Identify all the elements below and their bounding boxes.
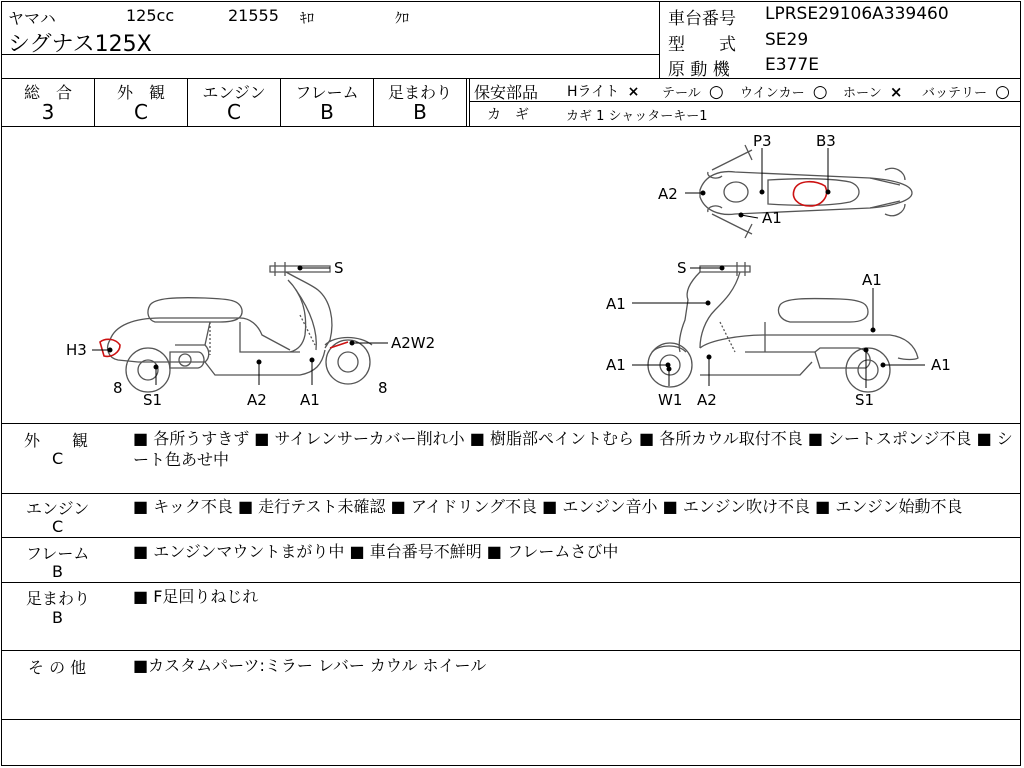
remark-text-suspension: ■ F足回りねじれ [133, 587, 259, 606]
model-type-label: 型 式 [668, 35, 736, 55]
remark-text-other: ■カスタムパーツ:ミラー レバー カウル ホイール [133, 656, 487, 675]
damage-marks [100, 182, 827, 357]
model-type: SE29 [765, 30, 809, 50]
grid-line [469, 78, 470, 126]
key-text: カギ 1 シャッターキー1 [566, 109, 708, 124]
safety-item-label: ウインカー [740, 86, 805, 101]
label-a2w2: A2W2 [391, 334, 436, 352]
label-s-left: S [334, 259, 344, 277]
grid-line [1, 719, 1021, 720]
label-a1-right-rear: A1 [931, 356, 951, 374]
key-label: カ ギ [487, 107, 529, 123]
grid-line [187, 78, 188, 126]
grade-label-engine: エンジン [202, 83, 266, 102]
remark-grade-engine: C [52, 517, 64, 536]
maker: ヤマハ [8, 9, 56, 28]
safety-item-headlight [567, 81, 639, 101]
grade-value-frame: B [320, 100, 334, 124]
damage-mark-front [330, 342, 348, 348]
grid-line [1, 537, 1021, 538]
remark-grade-exterior: C [52, 449, 64, 468]
grid-line [94, 78, 95, 126]
grade-value-exterior: C [134, 100, 148, 124]
safety-item-label: バッテリー [922, 86, 988, 101]
grade-value-overall: 3 [41, 100, 55, 124]
engine-label: 原 動 機 [668, 60, 730, 80]
mileage: 21555 [228, 6, 279, 25]
label-a1-right-top: A1 [862, 271, 882, 289]
safety-item-battery [922, 82, 1010, 102]
label-w1: W1 [658, 391, 683, 409]
safety-item-horn [843, 82, 902, 101]
remark-label-suspension: 足まわり [26, 589, 91, 608]
grade-label-overall: 総 合 [23, 83, 72, 102]
safety-item-mark: × [889, 83, 903, 101]
label-eight-right: 8 [378, 379, 388, 397]
label-eight-left: 8 [113, 379, 123, 397]
grid-line [373, 78, 374, 126]
frame-no-label: 車台番号 [668, 9, 736, 29]
label-h3: H3 [66, 341, 87, 359]
label-a2-left: A2 [247, 391, 267, 409]
scooter-left-view [108, 262, 372, 392]
header-divider [1, 54, 660, 55]
frame-no: LPRSE29106A339460 [765, 4, 949, 24]
label-a2-top: A2 [658, 185, 678, 203]
label-a1-right-low: A1 [606, 356, 626, 374]
remark-label-other: そ の 他 [28, 658, 87, 677]
label-p3: P3 [753, 132, 772, 150]
label-s1-right: S1 [855, 391, 875, 409]
safety-item-label: ホーン [843, 86, 882, 101]
safety-item-tail [662, 82, 724, 102]
grid-line [1, 582, 1021, 583]
grades-top-border [1, 78, 1021, 79]
label-b3: B3 [816, 132, 836, 150]
engine-model: E377E [765, 55, 819, 75]
grid-line [1, 423, 1021, 424]
remark-label-engine: エンジン [26, 499, 90, 518]
grade-label-frame: フレーム [295, 83, 359, 102]
damage-mark-seat-top [793, 182, 826, 206]
displacement: 125cc [126, 6, 175, 25]
grade-value-engine: C [227, 100, 241, 124]
remark-grade-suspension: B [52, 608, 63, 627]
remark-label-frame: フレーム [26, 544, 90, 563]
mileage-unit: ｷﾛ [300, 11, 314, 27]
remark-label-exterior: 外 観 [24, 431, 89, 450]
remark-text-engine: ■ キック不良 ■ 走行テスト未確認 ■ アイドリング不良 ■ エンジン音小 ■ エンジン吹け不良 ■ エンジン始動不良 [133, 497, 963, 516]
safety-item-mark: ○ [812, 82, 828, 102]
model-name: シグナス125X [8, 32, 152, 57]
header-vertical-divider [659, 1, 660, 79]
grade-label-suspension: 足まわり [387, 83, 452, 102]
grade-value-suspension: B [413, 100, 427, 124]
remark-grade-frame: B [52, 562, 63, 581]
grade-label-exterior: 外 観 [116, 83, 165, 102]
safety-item-winker [740, 82, 828, 102]
label-a1-left: A1 [300, 391, 320, 409]
safety-item-label: テール [662, 86, 701, 101]
grid-line [1, 650, 1021, 651]
safety-item-mark: × [627, 84, 640, 100]
remark-text-exterior: ■ 各所うすきず ■ サイレンサーカバー削れ小 ■ 樹脂部ペイントむら ■ 各所カウル取付不良 ■ シートスポンジ不良 ■ シート色あせ中 [133, 429, 1013, 469]
label-a1-right-mid: A1 [606, 295, 626, 313]
grid-line [466, 78, 467, 126]
safety-label: 保安部品 [474, 83, 539, 102]
label-s1-left: S1 [143, 391, 163, 409]
color: ｸﾛ [395, 11, 409, 27]
label-a1-top: A1 [762, 209, 782, 227]
safety-item-mark: ○ [708, 82, 724, 102]
safety-item-mark: ○ [995, 82, 1010, 102]
label-a2-right: A2 [697, 391, 717, 409]
remark-text-frame: ■ エンジンマウントまがり中 ■ 車台番号不鮮明 ■ フレームさび中 [133, 542, 619, 561]
damage-diagram [0, 127, 1022, 423]
grid-line [280, 78, 281, 126]
scooter-top-view [700, 145, 912, 238]
label-s-right: S [677, 259, 687, 277]
safety-item-label: Hライト [567, 84, 620, 100]
grid-line [1, 493, 1021, 494]
